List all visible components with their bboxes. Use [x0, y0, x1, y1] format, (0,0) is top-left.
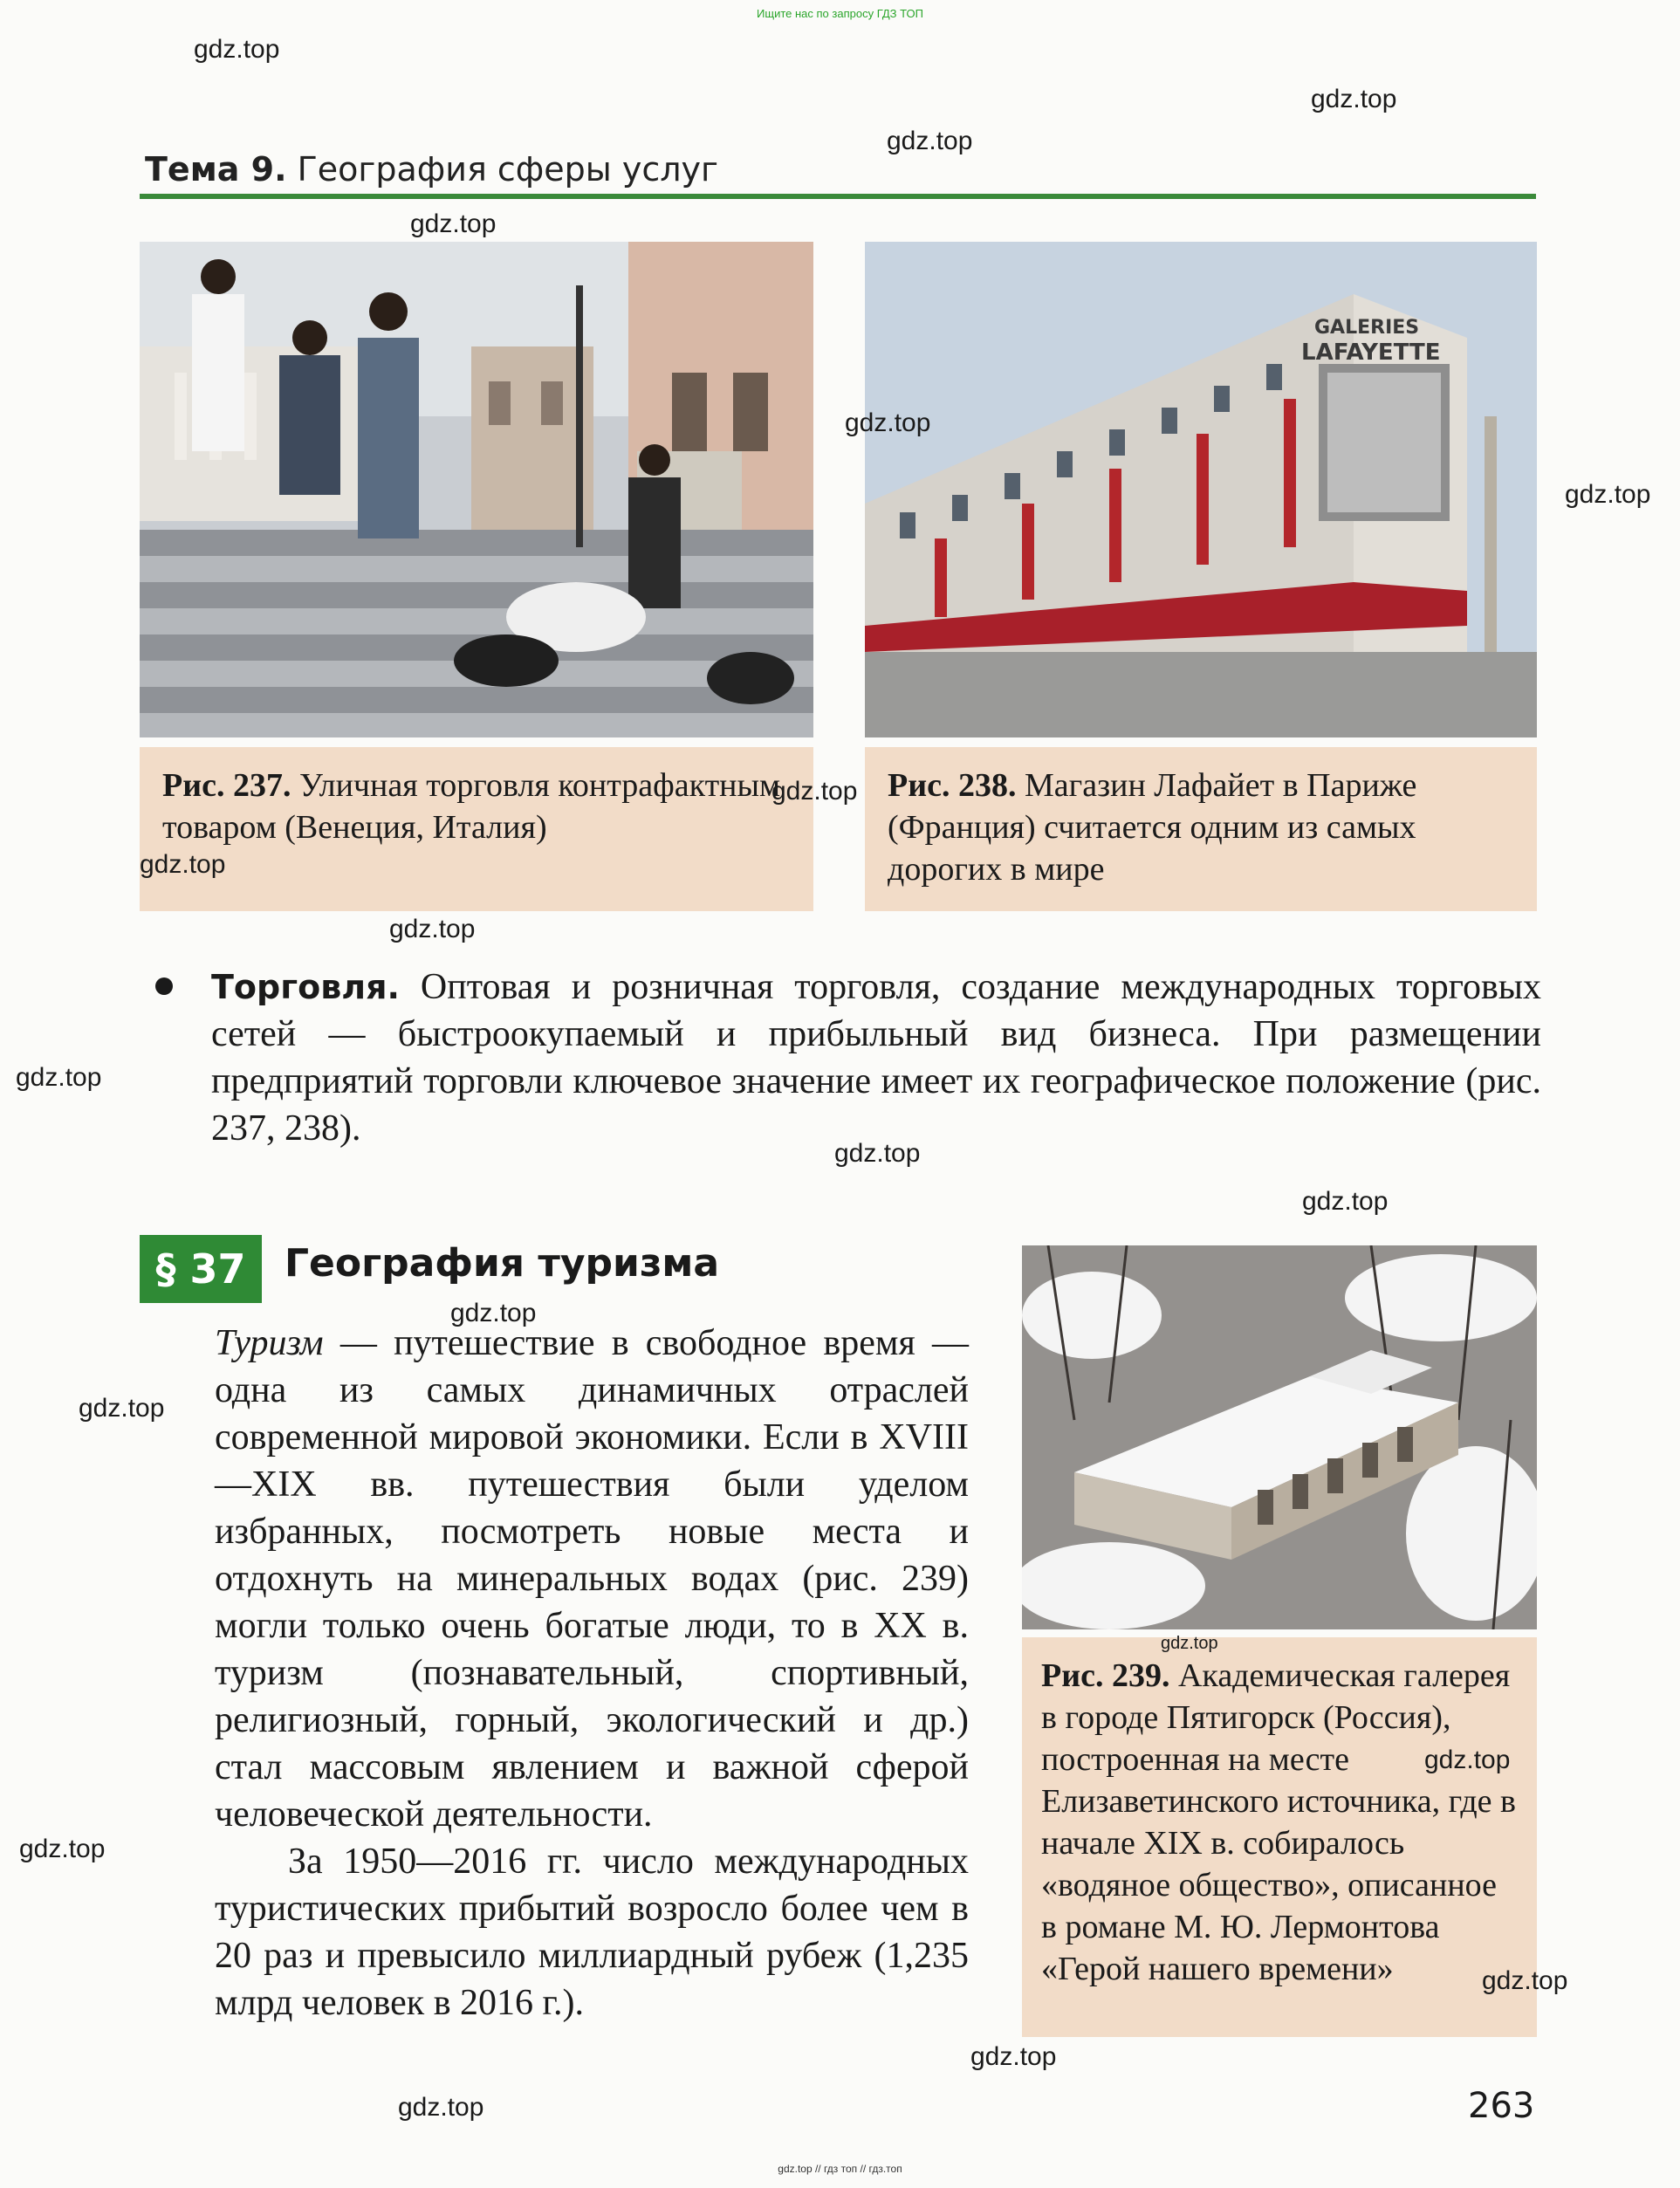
tourism-paragraph-1-text: — путешествие в свободное время — одна из самых динамичных отраслей современной мировой экономики. Если в XVIII—XIX вв. путешествия были уделом избранных, посмотреть новые места и отдохнуть на минеральных водах (рис. 239) могли только очень богатые люди, то в XX в. туризм (познавательный, спортивный, религиозный, горный, экологический и др.) стал массовым явлением и важной сферой человеческой деятельности.	[215, 1323, 969, 1835]
watermark: gdz.top	[450, 1299, 537, 1327]
figure-239-photo	[1022, 1245, 1537, 1629]
tourism-paragraph-1	[215, 1320, 969, 1838]
watermark: gdz.top	[771, 777, 858, 806]
figure-238-text: Магазин Лафайет в Париже (Франция) считается одним из самых дорогих в мире	[888, 767, 1417, 888]
topic-label: Тема 9.	[145, 150, 287, 189]
tourism-term: Туризм	[215, 1323, 324, 1363]
figure-238-photo	[865, 242, 1537, 737]
watermark: gdz.top	[1424, 1746, 1511, 1774]
figure-238-caption	[865, 747, 1537, 911]
watermark: gdz.top	[389, 915, 476, 943]
watermark: gdz.top	[1565, 480, 1651, 509]
topic-header	[145, 150, 718, 189]
top-note: Ищите нас по запросу ГДЗ ТОП	[757, 7, 923, 20]
footer-note: gdz.top // гдз топ // гдз.топ	[778, 2163, 902, 2175]
watermark: gdz.top	[1482, 1966, 1568, 1995]
figure-237-label: Рис. 237.	[162, 767, 291, 804]
watermark: gdz.top	[19, 1835, 106, 1863]
watermark: gdz.top	[834, 1139, 921, 1168]
trade-paragraph	[154, 964, 1541, 1152]
watermark: gdz.top	[16, 1063, 102, 1092]
store-sign-line1: GALERIES	[1314, 317, 1420, 339]
trade-text: Оптовая и розничная торговля, создание международных торговых сетей — быстроокупаемый и прибыльный вид бизнеса. При размещении предприятий торговли ключевое значение имеет их географическое положение (рис. 237, 238).	[211, 967, 1542, 1149]
figure-237-photo	[140, 242, 813, 737]
figure-239-label: Рис. 239.	[1041, 1657, 1170, 1694]
watermark: gdz.top	[970, 2042, 1057, 2071]
header-rule	[140, 194, 1536, 199]
figure-239-text: Академическая галерея в городе Пятигорск (Россия), построенная на месте Елизаветинского источника, где в начале XIX в. собиралось «водяное общество», описанное в романе М. Ю. Лермонтова «Герой нашего времени»	[1041, 1657, 1516, 1987]
watermark: gdz.top	[398, 2093, 484, 2122]
watermark: gdz.top	[1302, 1187, 1389, 1216]
topic-title: География сферы услуг	[297, 150, 718, 189]
trade-term: Торговля.	[211, 968, 400, 1006]
watermark: gdz.top	[1311, 85, 1397, 113]
watermark: gdz.top	[1161, 1634, 1218, 1653]
watermark: gdz.top	[194, 35, 280, 64]
watermark: gdz.top	[79, 1394, 165, 1423]
figure-238-label: Рис. 238.	[888, 767, 1017, 804]
watermark: gdz.top	[410, 209, 497, 238]
figure-239-caption	[1022, 1637, 1537, 2037]
tourism-body	[215, 1320, 969, 2027]
watermark: gdz.top	[887, 127, 973, 155]
figure-237-caption	[140, 747, 813, 911]
store-sign-line2: LAFAYETTE	[1301, 340, 1441, 366]
page-number: 263	[1468, 2086, 1535, 2126]
section-title: География туризма	[285, 1241, 720, 1286]
figure-237-text: Уличная торговля контрафактным товаром (Венеция, Италия)	[162, 767, 781, 846]
tourism-paragraph-2: За 1950—2016 гг. число международных туристических прибытий возросло более чем в 20 раз и превысило миллиардный рубеж (1,235 млрд человек в 2016 г.).	[215, 1842, 969, 2023]
section-number-badge: § 37	[140, 1235, 262, 1303]
watermark: gdz.top	[845, 408, 931, 437]
watermark: gdz.top	[140, 850, 226, 879]
